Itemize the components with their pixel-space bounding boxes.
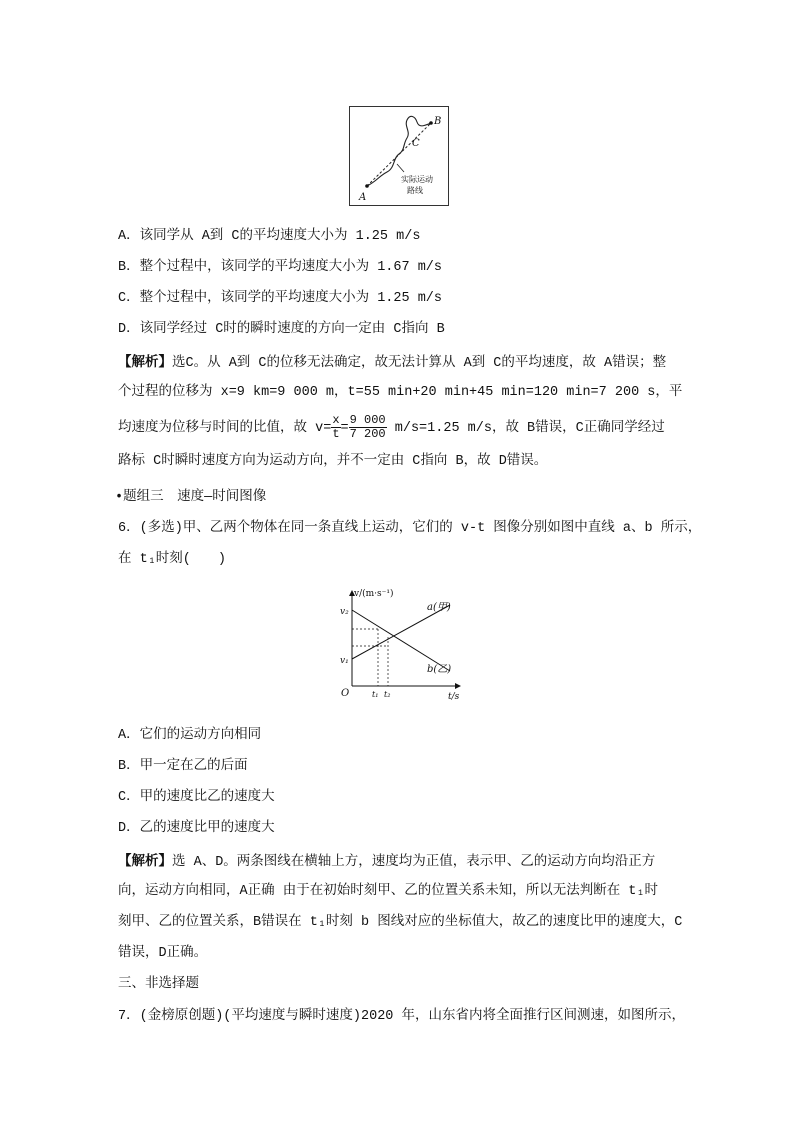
section3-title: 三、非选择题 bbox=[118, 977, 199, 992]
q6-analysis-text1: 选 A、D。两条图线在横轴上方，速度均为正值，表示甲、乙的运动方向均沿正方 bbox=[172, 855, 656, 870]
t1-label: t₁ bbox=[372, 690, 379, 699]
path-label-line2: 路线 bbox=[407, 186, 423, 195]
q5-option-c: C．整个过程中，该同学的平均速度大小为 1.25 m/s bbox=[118, 291, 443, 306]
line-a bbox=[352, 605, 450, 659]
frac2-den: 7 200 bbox=[349, 427, 386, 441]
q5-analysis-line1 bbox=[118, 352, 666, 374]
q6-stem-line2: 在 t₁时刻( ) bbox=[118, 552, 227, 567]
q6-analysis-line2: 向，运动方向相同，A正确 由于在初始时刻甲、乙的位置关系未知，所以无法判断在 t₁时 bbox=[118, 884, 659, 899]
vt-graph bbox=[330, 583, 470, 703]
frac1-den: t bbox=[332, 427, 340, 441]
q6-analysis-line1 bbox=[118, 851, 655, 873]
path-label-line1: 实际运动 bbox=[401, 175, 433, 184]
q6-option-b: B．甲一定在乙的后面 bbox=[118, 759, 248, 774]
q7-stem-line1: 7．(金榜原创题)(平均速度与瞬时速度)2020 年，山东省内将全面推行区间测速，如图所示， bbox=[118, 1009, 686, 1024]
label-a: A bbox=[359, 192, 367, 203]
v2-label: v₂ bbox=[340, 607, 349, 617]
line-b bbox=[352, 610, 450, 671]
point-b bbox=[429, 121, 433, 125]
q5-analysis-line3-pre: 均速度为位移与时间的比值，故 v= bbox=[118, 421, 332, 437]
q5-option-d: D．该同学经过 C时的瞬时速度的方向一定由 C指向 B bbox=[118, 322, 445, 337]
q6-analysis-line4: 错误，D正确。 bbox=[118, 946, 208, 961]
q6-analysis-tag: 【解析】 bbox=[118, 853, 172, 869]
q5-option-b: B．整个过程中，该同学的平均速度大小为 1.67 m/s bbox=[118, 260, 443, 275]
q6-option-a: A．它们的运动方向相同 bbox=[118, 728, 262, 743]
equals-sign: = bbox=[340, 421, 349, 437]
path-label-pointer bbox=[397, 164, 404, 172]
q5-analysis-tag: 【解析】 bbox=[118, 354, 172, 370]
fraction-9000-over-7200 bbox=[349, 414, 387, 441]
line-a-label: a(甲) bbox=[427, 602, 451, 613]
q6-analysis-line3: 刻甲、乙的位置关系，B错误在 t₁时刻 b 图线对应的坐标值大，故乙的速度比甲的速度大，C bbox=[118, 915, 683, 930]
q5-analysis-line3 bbox=[118, 414, 665, 444]
path-figure-svg bbox=[349, 106, 449, 206]
frac2-num: 9 000 bbox=[349, 413, 386, 427]
point-a bbox=[365, 184, 369, 188]
vt-graph-svg bbox=[330, 583, 470, 703]
q5-analysis-line4: 路标 C时瞬时速度方向为运动方向，并不一定由 C指向 B，故 D错误。 bbox=[118, 454, 548, 469]
q5-analysis-line2: 个过程的位移为 x=9 km=9 000 m，t=55 min+20 min+45 min=120 min=7 200 s，平 bbox=[118, 385, 683, 400]
q5-option-a: A．该同学从 A到 C的平均速度大小为 1.25 m/s bbox=[118, 229, 421, 244]
x-axis-label: t/s bbox=[448, 692, 460, 702]
origin-label: O bbox=[341, 688, 350, 699]
q6-option-c: C．甲的速度比乙的速度大 bbox=[118, 790, 275, 805]
v1-label: v₁ bbox=[340, 656, 349, 666]
label-c: C bbox=[412, 138, 420, 149]
fraction-x-over-t bbox=[331, 414, 340, 441]
q6-option-d: D．乙的速度比甲的速度大 bbox=[118, 821, 275, 836]
group3-title: •题组三 速度—时间图像 bbox=[115, 490, 267, 505]
q5-analysis-line3-post: m/s=1.25 m/s，故 B错误，C正确同学经过 bbox=[386, 421, 665, 437]
t2-label: t₂ bbox=[384, 690, 391, 699]
y-axis-label: v/(m·s⁻¹) bbox=[354, 589, 394, 599]
frac1-num: x bbox=[332, 413, 340, 427]
q5-analysis-text1: 选C。从 A到 C的位移无法确定，故无法计算从 A到 C的平均速度，故 A错误；整 bbox=[172, 356, 667, 371]
line-b-label: b(乙) bbox=[427, 664, 452, 675]
q6-stem-line1: 6．(多选)甲、乙两个物体在同一条直线上运动，它们的 v-t 图像分别如图中直线 a、b 所示， bbox=[118, 521, 702, 536]
path-figure bbox=[349, 106, 449, 206]
label-b: B bbox=[434, 116, 442, 127]
